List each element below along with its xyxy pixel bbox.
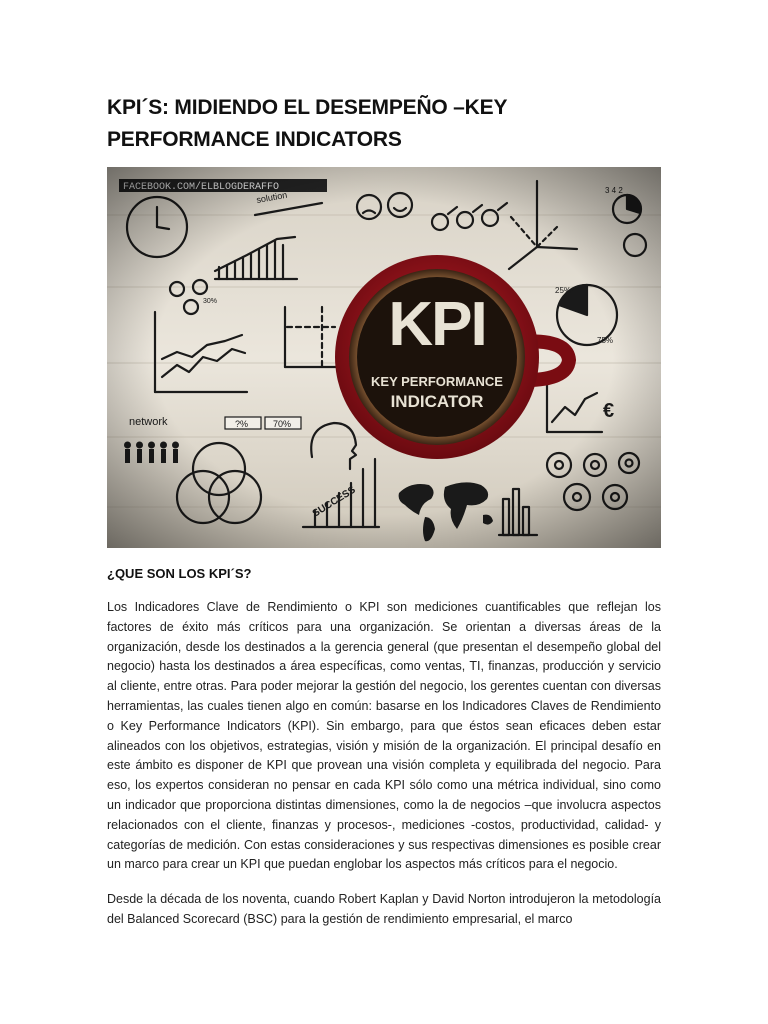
paragraph-2: Desde la década de los noventa, cuando Robert Kaplan y David Norton introdujeron la metodología del Balanced Scorecard (BSC) para la gestión de rendimiento empresarial, el marco	[107, 892, 661, 926]
kpi-illustration-svg	[107, 167, 661, 548]
paragraph-1: Los Indicadores Clave de Rendimiento o KPI son mediciones cuantificables que reflejan los factores de éxito más críticos para una organización. Se orientan a diversas áreas de la organización, desde los destinados a la gerencia general (que presentan el desempeño global del negocio) hasta los destinados a área específicas, como ventas, TI, finanzas, producción y servicio al cliente, entre otras. Para poder mejorar la gestión del negocio, los gerentes cuentan con diversas herramientas, las cuales tienen algo en común: basarse en los Indicadores Claves de Rendimiento o Key Performance Indicators (KPI). Sin embargo, para que éstos sean eficaces deben estar alineados con los objetivos, estrategias, visión y misión de la organización. El principal desafío en este ámbito es disponer de KPI que provean una visión completa y equilibrada del negocio. Para eso, los expertos consideran no pensar en cada KPI sólo como una métrica individual, sino como un indicador que proporciona distintas dimensiones, como la de negocios –que involucra aspectos relacionados con el cliente, finanzas y procesos-, mediciones -costos, productividad, calidad- y categorías de medición. Con estas consideraciones y sus respectivas dimensiones es posible crear un marco para crear un KPI que puedan englobar los aspectos más críticos para el negocio.	[107, 600, 661, 872]
document-title: KPI´S: MIDIENDO EL DESEMPEÑO –KEY PERFORMANCE INDICATORS	[107, 96, 507, 151]
section-heading: ¿QUE SON LOS KPI´S?	[107, 566, 252, 581]
kpi-illustration	[107, 167, 661, 548]
